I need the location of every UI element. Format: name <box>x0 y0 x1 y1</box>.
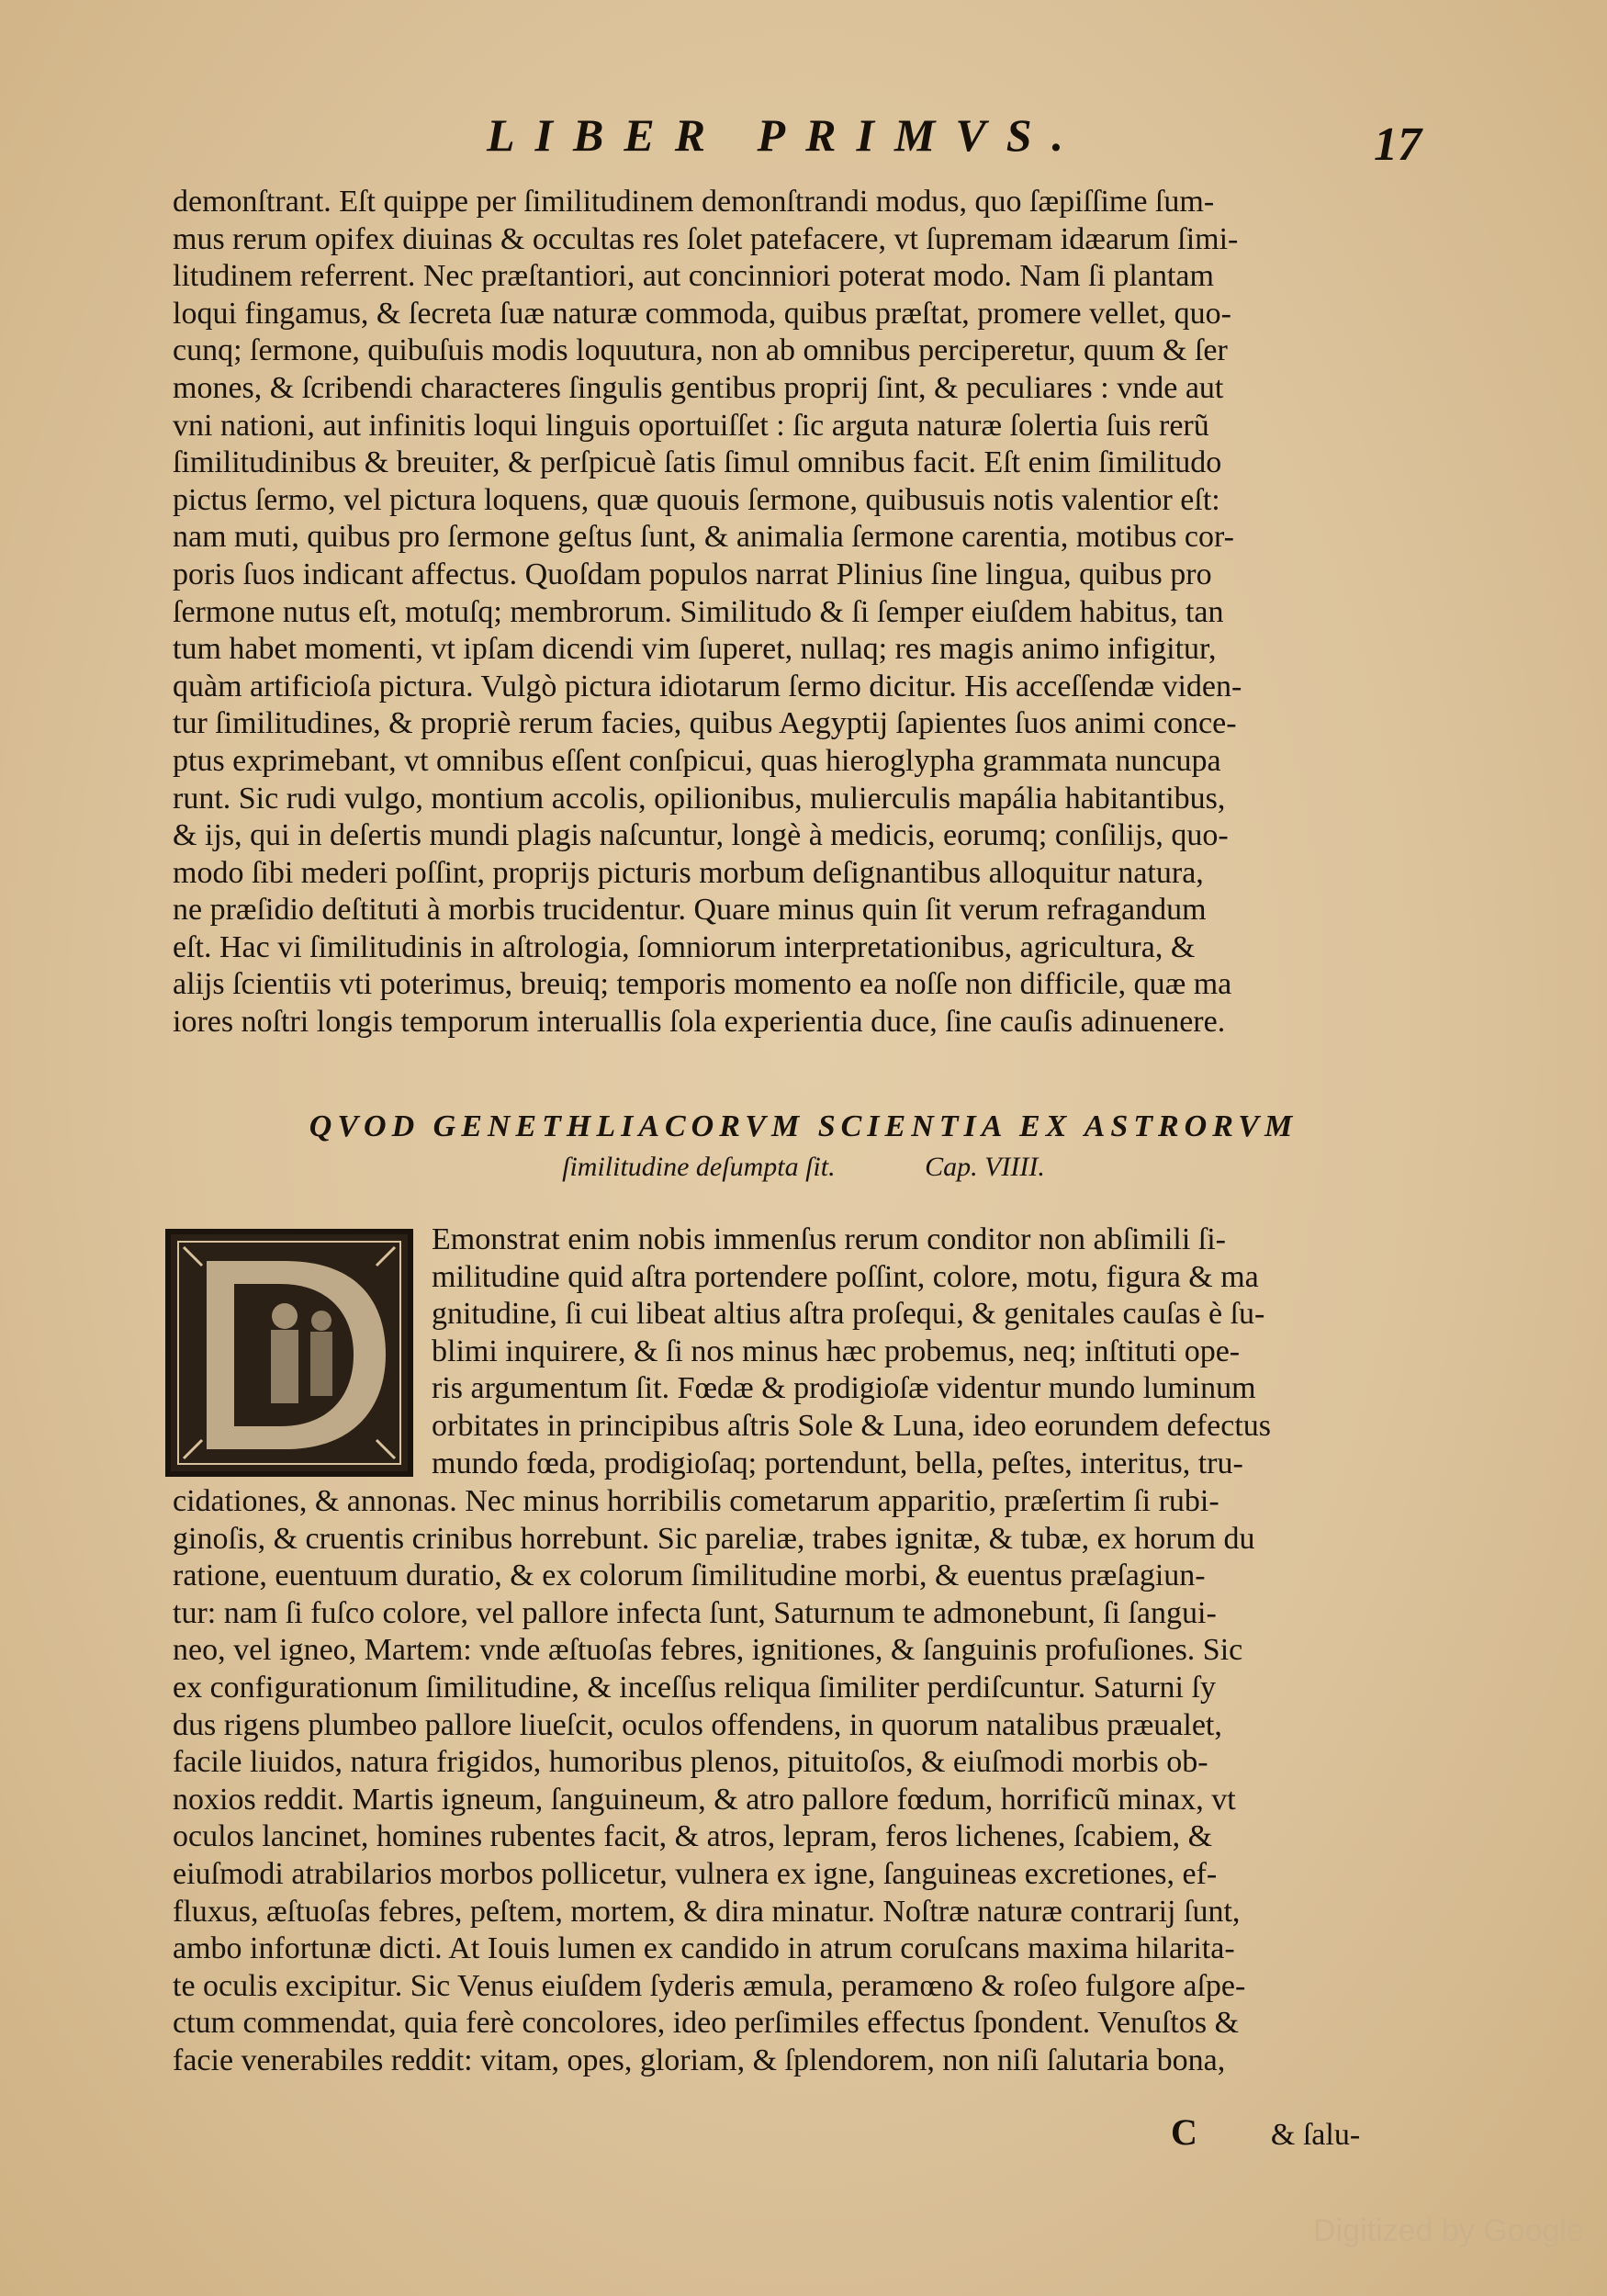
text-line: alijs ſcientiis vti poterimus, breuiq; temporis momento ea noſſe non difficile, quæ ma <box>173 967 1232 1002</box>
page-number: 17 <box>1374 118 1422 171</box>
text-line: mus rerum opifex diuinas & occultas res ſolet patefacere, vt ſupremam idæarum ſimi- <box>173 221 1239 256</box>
text-line: quàm artificioſa pictura. Vulgò pictura idiotarum ſermo dicitur. His acceſſendæ viden- <box>173 669 1242 703</box>
text-line: litudinem referrent. Nec præſtantiori, aut concinniori poterat modo. Nam ſi plantam <box>173 259 1214 294</box>
text-line: ratione, euentuum duratio, & ex colorum ſimilitudine morbi, & euentus præſagiun- <box>173 1559 1206 1593</box>
text-line: ne præſidio deſtituti à morbis trucidentur. Quare minus quin ſit verum refragandum <box>173 893 1207 928</box>
text-line: nam muti, quibus pro ſermone geſtus ſunt, & animalia ſermone carentia, motibus cor- <box>173 520 1234 555</box>
text-line: eiuſmodi atrabilarios morbos pollicetur, vulnera ex igne, ſanguineas excretiones, ef- <box>173 1856 1218 1891</box>
text-line: fluxus, æſtuoſas febres, peſtem, mortem, & dira minatur. Noſtræ naturæ contrarij ſunt, <box>173 1894 1241 1929</box>
text-line: & ijs, qui in deſertis mundi plagis naſcuntur, longè à medicis, eorumq; conſilijs, quo- <box>173 818 1229 853</box>
text-line: tum habet momenti, vt ipſam dicendi vim ſuperet, nullaq; res magis animo infigitur, <box>173 632 1217 667</box>
text-line: ris argumentum ſit. Fœdæ & prodigioſæ videntur mundo luminum <box>432 1371 1256 1406</box>
text-line: ſimilitudinibus & breuiter, & perſpicuè ſatis ſimul omnibus facit. Eſt enim ſimilitudo <box>173 445 1222 480</box>
text-line: pictus ſermo, vel pictura loquens, quæ quouis ſermone, quibusuis notis valentior eſt: <box>173 482 1220 517</box>
text-line: runt. Sic rudi vulgo, montium accolis, opilionibus, mulierculis mapália habitantibus, <box>173 781 1226 816</box>
decorated-initial-d-icon <box>165 1229 413 1477</box>
text-line: ſermone nutus eſt, motuſq; membrorum. Similitudo & ſi ſemper eiuſdem habitus, tan <box>173 594 1224 629</box>
text-line: ptus exprimebant, vt omnibus eſſent conſpicui, quas hieroglypha grammata nuncupa <box>173 743 1221 778</box>
text-line: ambo infortunæ dicti. At Iouis lumen ex candido in atrum coruſcans maxima hilarita- <box>173 1931 1235 1966</box>
text-line: ex configurationum ſimilitudine, & inceſſus reliqua ſimiliter perdiſcuntur. Saturni ſy <box>173 1670 1216 1705</box>
chapter-number: Cap. VIIII. <box>925 1152 1045 1182</box>
catchword: & ſalu- <box>1270 2118 1361 2152</box>
text-line: blimi inquirere, & ſi nos minus hæc probemus, neq; inſtituti ope- <box>432 1334 1241 1368</box>
text-line: oculos lancinet, homines rubentes facit, & atros, lepram, feros lichenes, ſcabiem, & <box>173 1819 1213 1854</box>
chapter-heading <box>138 1109 1469 1183</box>
text-line: tur: nam ſi fuſco colore, vel pallore infecta ſunt, Saturnum te admonebunt, ſi ſangui- <box>173 1595 1217 1630</box>
text-line: noxios reddit. Martis igneum, ſanguineum, & atro pallore fœdum, horrificũ minax, vt <box>173 1782 1236 1817</box>
text-line: mones, & ſcribendi characteres ſingulis gentibus proprij ſint, & peculiares : vnde aut <box>173 370 1224 405</box>
text-line: loqui fingamus, & ſecreta ſuæ naturæ commoda, quibus præſtat, promere vellet, quo- <box>173 296 1231 331</box>
text-line: poris ſuos indicant affectus. Quoſdam populos narrat Plinius ſine lingua, quibus pro <box>173 557 1212 591</box>
text-line: militudine quid aſtra portendere poſſint, colore, motu, figura & ma <box>432 1259 1259 1294</box>
paragraph-2 <box>432 1221 1428 1482</box>
chapter-heading-title: QVOD GENETHLIACORVM SCIENTIA EX ASTRORVM <box>309 1109 1298 1143</box>
running-head: LIBER PRIMVS. <box>487 109 1084 161</box>
chapter-heading-subtitle <box>138 1152 1469 1183</box>
text-line: vni nationi, aut infinitis loqui linguis oportuiſſet : ſic arguta naturæ ſolertia ſuis rerũ <box>173 408 1209 443</box>
signature-mark: C <box>1171 2111 1197 2153</box>
text-line: facie venerabiles reddit: vitam, opes, gloriam, & ſplendorem, non niſi ſalutaria bona, <box>173 2043 1226 2077</box>
paragraph-3 <box>173 1483 1426 2080</box>
text-line: ctum commendat, quia ferè concolores, ideo perſimiles effectus ſpondent. Venuſtos & <box>173 2006 1240 2041</box>
signature-and-catchword <box>1171 2110 1360 2154</box>
text-line: ginoſis, & cruentis crinibus horrebunt. Sic pareliæ, trabes ignitæ, & tubæ, ex horum du <box>173 1521 1255 1556</box>
text-line: demonſtrant. Eſt quippe per ſimilitudinem demonſtrandi modus, quo ſæpiſſime ſum- <box>173 185 1215 219</box>
text-line: mundo fœda, prodigioſaq; portendunt, bella, peſtes, interitus, tru- <box>432 1446 1243 1480</box>
text-line: cidationes, & annonas. Nec minus horribilis cometarum apparitio, præſertim ſi rubi- <box>173 1484 1219 1518</box>
text-line: Emonstrat enim nobis immenſus rerum conditor non abſimili ſi- <box>432 1222 1226 1256</box>
text-line: cunq; ſermone, quibuſuis modis loquutura, non ab omnibus perciperetur, quum & ſer <box>173 333 1228 368</box>
digitized-watermark: Digitized by Google <box>1313 2213 1584 2248</box>
text-line: modo ſibi mederi poſſint, proprijs picturis morbum deſignantibus alloquitur natura, <box>173 855 1204 890</box>
text-line: tur ſimilitudines, & propriè rerum facies, quibus Aegyptij ſapientes ſuos animi conce- <box>173 706 1237 741</box>
text-line: eſt. Hac vi ſimilitudinis in aſtrologia, ſomniorum interpretationibus, agricultura, & <box>173 929 1196 964</box>
paragraph-1 <box>173 184 1426 1041</box>
text-line: facile liuidos, natura frigidos, humoribus plenos, pituitoſos, & eiuſmodi morbis ob- <box>173 1745 1208 1780</box>
text-line: iores noſtri longis temporum interuallis ſola experientia duce, ſine cauſis adinuenere. <box>173 1005 1226 1040</box>
text-line: te oculis excipitur. Sic Venus eiuſdem ſyderis æmula, peramœno & roſeo fulgore aſpe- <box>173 1968 1246 2003</box>
chapter-heading-subtitle-text: ſimilitudine deſumpta ſit. <box>562 1152 836 1182</box>
text-line: dus rigens plumbeo pallore liueſcit, oculos offendens, in quorum natalibus præualet, <box>173 1707 1222 1742</box>
text-line: neo, vel igneo, Martem: vnde æſtuoſas febres, ignitiones, & ſanguinis profuſiones. Sic <box>173 1633 1243 1668</box>
text-line: gnitudine, ſi cui libeat altius aſtra proſequi, & genitales cauſas è ſu- <box>432 1297 1265 1332</box>
text-line: orbitates in principibus aſtris Sole & Luna, ideo eorundem defectus <box>432 1408 1271 1443</box>
